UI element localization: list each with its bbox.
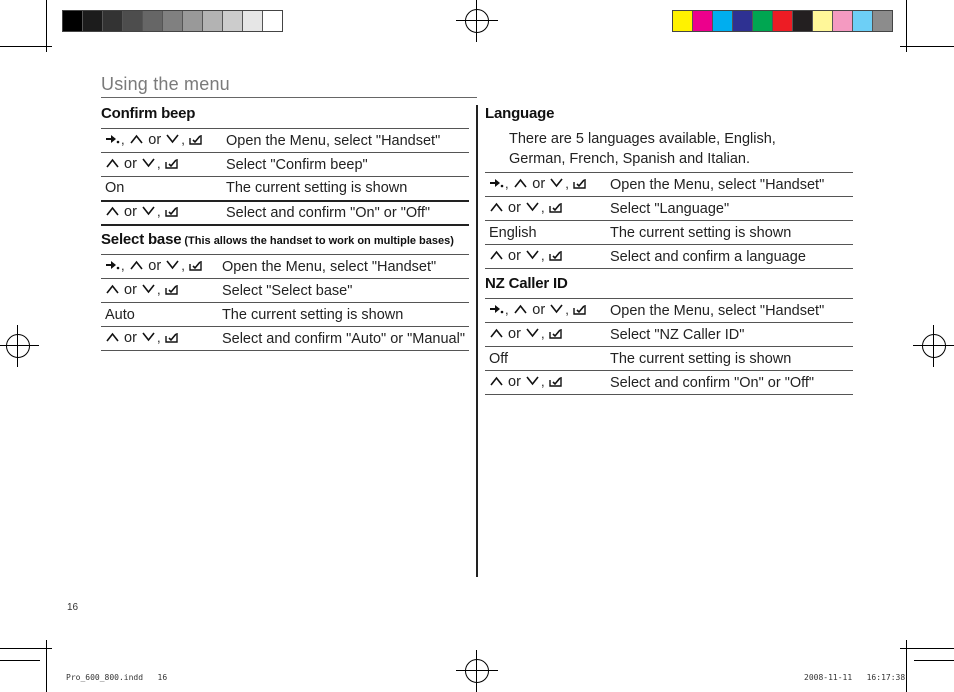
up-chevron-icon xyxy=(489,375,504,391)
ok-check-icon xyxy=(573,177,586,193)
up-chevron-icon xyxy=(129,133,144,149)
step-description: Select "NZ Caller ID" xyxy=(606,323,853,347)
current-setting: On xyxy=(101,177,222,201)
color-swatch xyxy=(673,11,693,31)
menu-arrow-icon xyxy=(489,303,504,319)
crop-mark xyxy=(900,46,954,47)
table-row xyxy=(101,279,469,303)
table-row xyxy=(485,371,853,395)
comma-separator: , xyxy=(540,200,549,216)
comma-separator: , xyxy=(121,258,129,274)
down-chevron-icon xyxy=(525,375,540,391)
down-chevron-icon xyxy=(549,177,564,193)
step-description: Open the Menu, select "Handset" xyxy=(218,255,469,279)
color-swatch xyxy=(63,11,83,31)
step-description: Select and confirm "On" or "Off" xyxy=(606,371,853,395)
color-swatch xyxy=(103,11,123,31)
step-description: Open the Menu, select "Handset" xyxy=(606,299,853,323)
up-chevron-icon xyxy=(105,331,120,347)
table-row xyxy=(485,323,853,347)
key-sequence xyxy=(101,153,222,177)
section-title-select-base: Select base xyxy=(101,231,182,248)
or-text: or xyxy=(120,204,141,221)
steps-table-language xyxy=(485,172,853,269)
section-title-language: Language xyxy=(485,105,555,122)
color-swatch xyxy=(733,11,753,31)
table-row xyxy=(485,299,853,323)
comma-separator: , xyxy=(505,302,513,318)
key-sequence xyxy=(101,255,218,279)
crop-mark xyxy=(914,660,954,661)
key-sequence xyxy=(101,279,218,303)
step-description: Select and confirm "On" or "Off" xyxy=(222,201,469,225)
color-swatch xyxy=(713,11,733,31)
current-setting: English xyxy=(485,221,606,245)
ok-check-icon xyxy=(165,331,178,347)
crop-mark xyxy=(46,0,47,52)
color-swatch xyxy=(243,11,263,31)
color-swatch xyxy=(263,11,282,31)
key-sequence xyxy=(485,245,606,269)
key-sequence xyxy=(101,129,222,153)
comma-separator: , xyxy=(156,282,165,298)
or-text: or xyxy=(504,200,525,217)
menu-arrow-icon xyxy=(489,177,504,193)
table-row xyxy=(485,197,853,221)
ok-check-icon xyxy=(165,205,178,221)
down-chevron-icon xyxy=(525,327,540,343)
comma-separator: , xyxy=(181,258,189,274)
down-chevron-icon xyxy=(549,303,564,319)
table-row xyxy=(101,153,469,177)
down-chevron-icon xyxy=(141,283,156,299)
color-swatch xyxy=(833,11,853,31)
color-swatch xyxy=(83,11,103,31)
comma-separator: , xyxy=(156,156,165,172)
crop-mark xyxy=(0,660,40,661)
ok-check-icon xyxy=(189,259,202,275)
comma-separator: , xyxy=(181,132,189,148)
crop-mark xyxy=(906,0,907,52)
down-chevron-icon xyxy=(141,331,156,347)
page-title: Using the menu xyxy=(101,74,230,94)
up-chevron-icon xyxy=(513,303,528,319)
key-sequence xyxy=(101,327,218,351)
section-title-nz-caller-id: NZ Caller ID xyxy=(485,275,568,292)
up-chevron-icon xyxy=(513,177,528,193)
table-row xyxy=(101,255,469,279)
ok-check-icon xyxy=(549,327,562,343)
current-setting: Auto xyxy=(101,303,218,327)
table-row xyxy=(485,173,853,197)
or-text: or xyxy=(504,374,525,391)
step-description: Select and confirm a language xyxy=(606,245,853,269)
ok-check-icon xyxy=(573,303,586,319)
grayscale-color-bar xyxy=(62,10,283,32)
crop-mark xyxy=(0,648,52,649)
color-swatch xyxy=(143,11,163,31)
down-chevron-icon xyxy=(525,201,540,217)
color-swatch xyxy=(853,11,873,31)
comma-separator: , xyxy=(540,326,549,342)
comma-separator: , xyxy=(565,176,573,192)
menu-arrow-icon xyxy=(105,259,120,275)
step-description: The current setting is shown xyxy=(222,177,469,201)
or-text: or xyxy=(528,176,550,193)
crop-mark xyxy=(0,46,52,47)
language-intro: There are 5 languages available, English, German, French, Spanish and Italian. xyxy=(509,131,776,167)
step-description: Select and confirm "Auto" or "Manual" xyxy=(218,327,469,351)
table-row xyxy=(101,129,469,153)
color-swatch xyxy=(773,11,793,31)
or-text: or xyxy=(120,156,141,173)
or-text: or xyxy=(504,326,525,343)
step-description: Select "Select base" xyxy=(218,279,469,303)
color-swatch xyxy=(753,11,773,31)
key-sequence xyxy=(485,299,606,323)
color-swatch xyxy=(693,11,713,31)
table-row xyxy=(101,177,469,201)
table-row xyxy=(485,245,853,269)
steps-table-select-base xyxy=(101,254,469,351)
or-text: or xyxy=(120,282,141,299)
ok-check-icon xyxy=(549,249,562,265)
section-heading-select-base xyxy=(101,231,454,249)
or-text: or xyxy=(528,302,550,319)
color-swatch xyxy=(223,11,243,31)
ok-check-icon xyxy=(549,201,562,217)
down-chevron-icon xyxy=(141,205,156,221)
color-swatch xyxy=(873,11,892,31)
current-setting: Off xyxy=(485,347,606,371)
table-row xyxy=(101,303,469,327)
comma-separator: , xyxy=(540,374,549,390)
heading-rule xyxy=(101,97,477,98)
down-chevron-icon xyxy=(525,249,540,265)
registration-mark-icon xyxy=(462,656,492,686)
comma-separator: , xyxy=(565,302,573,318)
registration-mark-icon xyxy=(919,331,949,361)
down-chevron-icon xyxy=(141,157,156,173)
up-chevron-icon xyxy=(489,201,504,217)
slug-file: Pro_600_800.indd 16 xyxy=(66,673,168,682)
step-description: Open the Menu, select "Handset" xyxy=(222,129,469,153)
steps-table-nz-caller-id xyxy=(485,298,853,395)
up-chevron-icon xyxy=(105,283,120,299)
comma-separator: , xyxy=(156,330,165,346)
color-swatch xyxy=(183,11,203,31)
page-number: 16 xyxy=(67,602,79,613)
table-row xyxy=(101,327,469,351)
table-row xyxy=(485,221,853,245)
key-sequence xyxy=(485,197,606,221)
step-description: Open the Menu, select "Handset" xyxy=(606,173,853,197)
section-note: (This allows the handset to work on multiple bases) xyxy=(184,235,454,247)
ok-check-icon xyxy=(165,157,178,173)
column-divider xyxy=(476,105,478,577)
key-sequence xyxy=(485,173,606,197)
or-text: or xyxy=(144,132,166,149)
registration-mark-icon xyxy=(462,6,492,36)
up-chevron-icon xyxy=(489,249,504,265)
step-description: Select "Language" xyxy=(606,197,853,221)
table-row xyxy=(101,201,469,225)
up-chevron-icon xyxy=(105,157,120,173)
key-sequence xyxy=(101,201,222,225)
slug-datetime: 2008-11-11 16:17:38 xyxy=(804,673,906,682)
up-chevron-icon xyxy=(129,259,144,275)
color-swatch xyxy=(813,11,833,31)
or-text: or xyxy=(504,248,525,265)
down-chevron-icon xyxy=(165,133,180,149)
color-swatch xyxy=(203,11,223,31)
key-sequence xyxy=(485,371,606,395)
step-description: The current setting is shown xyxy=(606,347,853,371)
color-swatch xyxy=(163,11,183,31)
ok-check-icon xyxy=(189,133,202,149)
ok-check-icon xyxy=(549,375,562,391)
comma-separator: , xyxy=(505,176,513,192)
step-description: Select "Confirm beep" xyxy=(222,153,469,177)
section-title-confirm-beep: Confirm beep xyxy=(101,105,196,122)
up-chevron-icon xyxy=(489,327,504,343)
crop-mark xyxy=(900,648,954,649)
or-text: or xyxy=(144,258,166,275)
color-swatch xyxy=(793,11,813,31)
step-description: The current setting is shown xyxy=(218,303,469,327)
comma-separator: , xyxy=(121,132,129,148)
or-text: or xyxy=(120,330,141,347)
comma-separator: , xyxy=(540,248,549,264)
down-chevron-icon xyxy=(165,259,180,275)
menu-arrow-icon xyxy=(105,133,120,149)
steps-table-confirm-beep xyxy=(101,128,469,226)
ok-check-icon xyxy=(165,283,178,299)
color-swatch xyxy=(123,11,143,31)
comma-separator: , xyxy=(156,204,165,220)
step-description: The current setting is shown xyxy=(606,221,853,245)
up-chevron-icon xyxy=(105,205,120,221)
process-color-bar xyxy=(672,10,893,32)
key-sequence xyxy=(485,323,606,347)
table-row xyxy=(485,347,853,371)
registration-mark-icon xyxy=(3,331,33,361)
